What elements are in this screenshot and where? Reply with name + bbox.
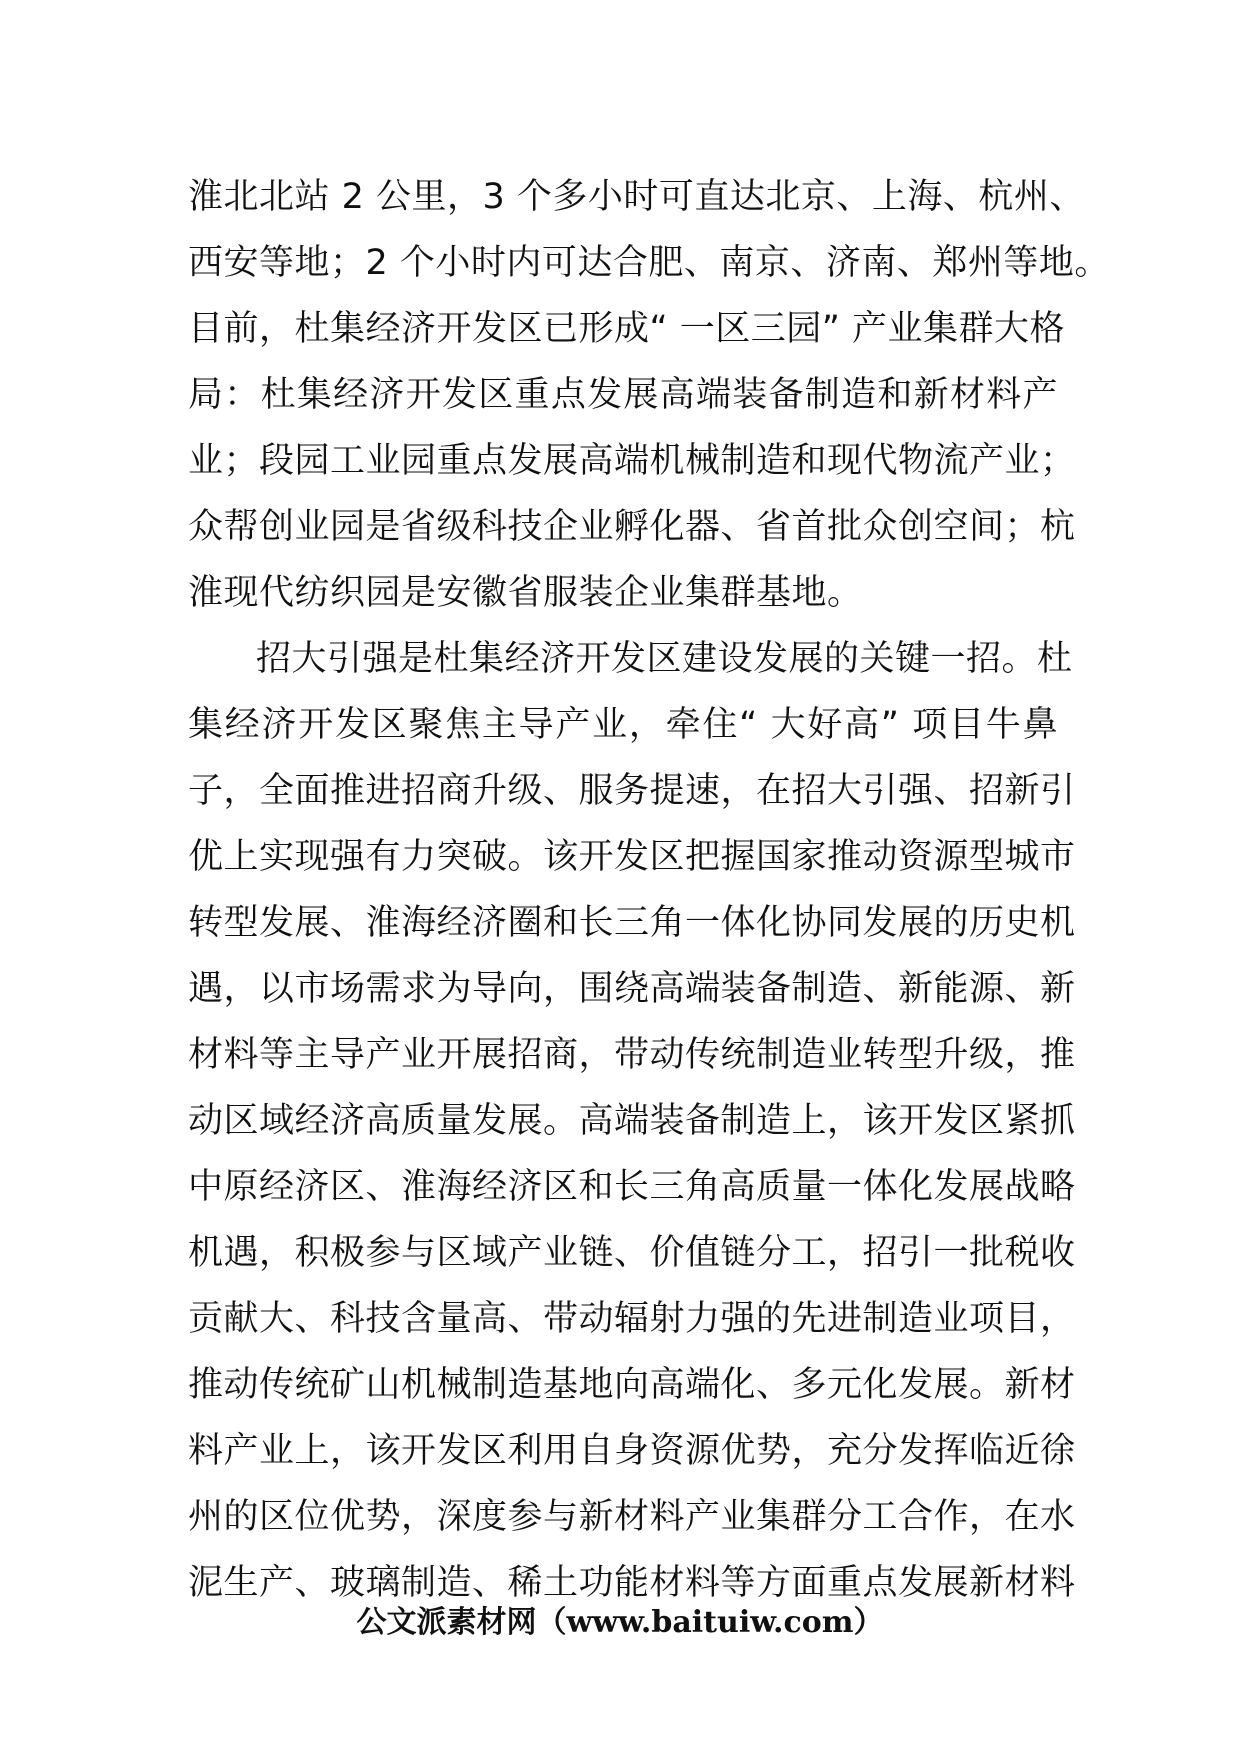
- document-body: [188, 164, 1110, 1616]
- text-line: 料产业上，该开发区利用自身资源优势，充分发挥临近徐: [188, 1431, 1076, 1471]
- footer-watermark: 公文派素材网（www.baituiw.com）: [356, 1605, 884, 1640]
- text-line: 子，全面推进招商升级、服务提速，在招大引强、招新引: [188, 771, 1076, 811]
- text-line: 业；段园工业园重点发展高端机械制造和现代物流产业；: [188, 441, 1076, 481]
- text-line: 优上实现强有力突破。该开发区把握国家推动资源型城市: [188, 837, 1076, 877]
- text-line: 众帮创业园是省级科技企业孵化器、省首批众创空间；杭: [188, 507, 1076, 547]
- text-line: 贡献大、科技含量高、带动辐射力强的先进制造业项目，: [188, 1299, 1076, 1339]
- text-line: 机遇，积极参与区域产业链、价值链分工，招引一批税收: [188, 1233, 1076, 1273]
- text-line: 动区域经济高质量发展。高端装备制造上，该开发区紧抓: [188, 1101, 1076, 1141]
- text-line: 局：杜集经济开发区重点发展高端装备制造和新材料产: [188, 375, 1058, 415]
- text-line: 转型发展、淮海经济圈和长三角一体化协同发展的历史机: [188, 903, 1076, 943]
- text-line: 材料等主导产业开展招商，带动传统制造业转型升级，推: [188, 1035, 1076, 1075]
- text-line: 招大引强是杜集经济开发区建设发展的关键一招。杜: [256, 639, 1073, 679]
- text-line: 淮现代纺织园是安徽省服装企业集群基地。: [188, 573, 863, 613]
- text-line: 集经济开发区聚焦主导产业，牵住“ 大好高” 项目牛鼻: [188, 705, 1058, 745]
- text-line: 中原经济区、淮海经济区和长三角高质量一体化发展战略: [188, 1167, 1076, 1207]
- text-line: 西安等地；2 个小时内可达合肥、南京、济南、郑州等地。: [188, 243, 1110, 283]
- text-line: 推动传统矿山机械制造基地向高端化、多元化发展。新材: [188, 1365, 1076, 1405]
- text-line: 淮北北站 2 公里，3 个多小时可直达北京、上海、杭州、: [188, 177, 1085, 217]
- text-line: 遇，以市场需求为导向，围绕高端装备制造、新能源、新: [188, 969, 1076, 1009]
- text-line: 州的区位优势，深度参与新材料产业集群分工合作，在水: [188, 1497, 1076, 1537]
- paragraph-2: [188, 626, 1076, 1616]
- paragraph-1: [188, 164, 1110, 626]
- text-line: 目前，杜集经济开发区已形成“ 一区三园” 产业集群大格: [188, 309, 1066, 349]
- text-line: 泥生产、玻璃制造、稀土功能材料等方面重点发展新材料: [188, 1563, 1076, 1603]
